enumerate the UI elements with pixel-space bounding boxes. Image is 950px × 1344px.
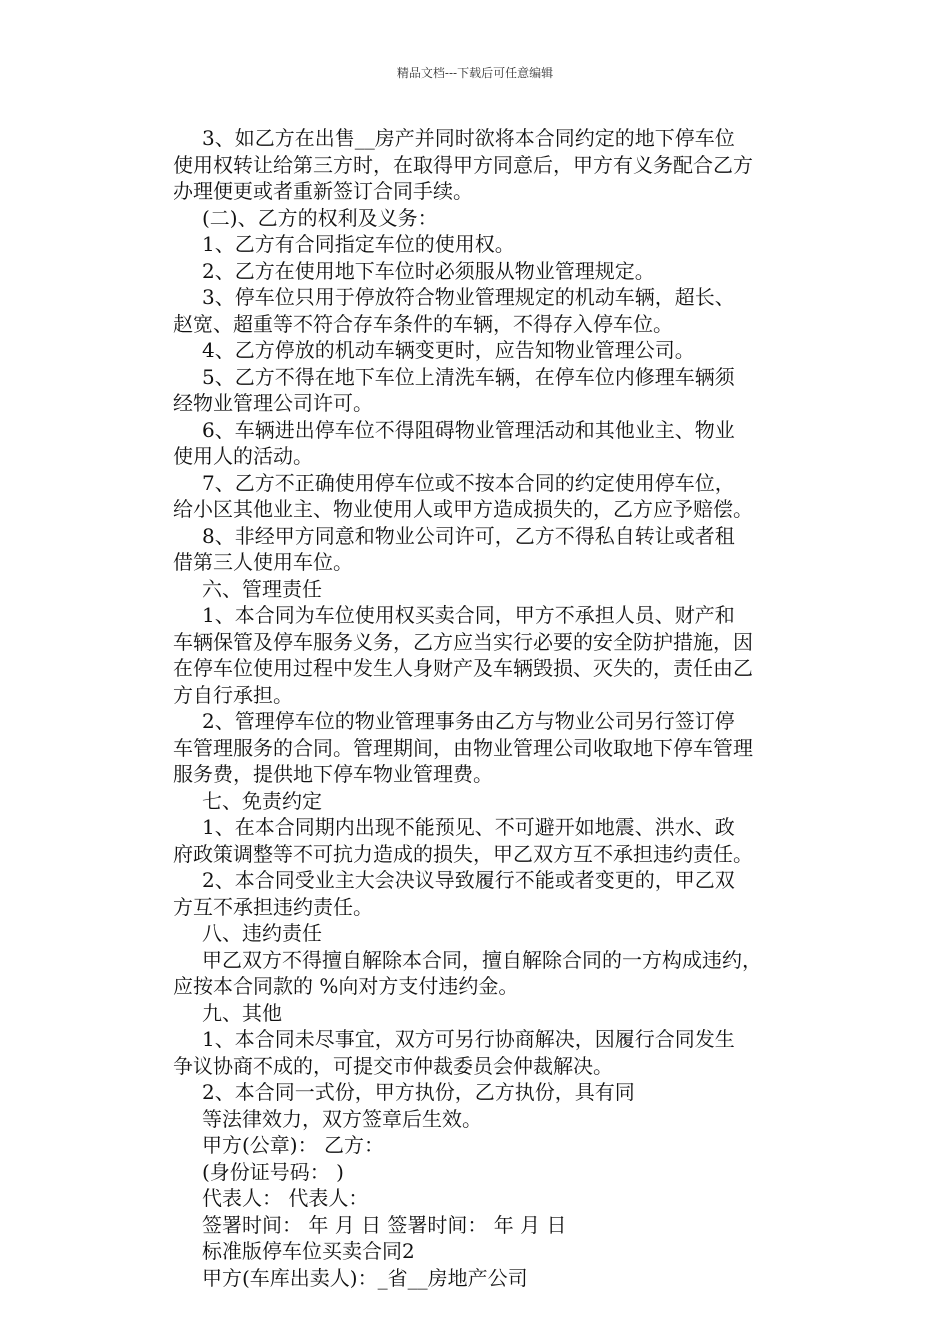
text-line: 等法律效力，双方签章后生效。 [202,1106,482,1131]
text-line: 使用人的活动。 [173,444,313,468]
document-body [173,125,813,1291]
text-line: 赵宽、超重等不符合存车条件的车辆，不得存入停车位。 [173,311,673,336]
text-line: 争议协商不成的，可提交市仲裁委员会仲裁解决。 [173,1053,613,1078]
text-line: 在停车位使用过程中发生人身财产及车辆毁损、灭失的，责任由乙 [173,656,753,680]
text-line: 4、乙方停放的机动车辆变更时，应告知物业管理公司。 [202,338,695,362]
section-heading: 九、其他 [202,1000,282,1025]
text-line: 3、停车位只用于停放符合物业管理规定的机动车辆，超长、 [202,285,735,309]
text-line: 使用权转让给第三方时，在取得甲方同意后，甲方有义务配合乙方 [173,152,753,177]
text-line: 给小区其他业主、物业使用人或甲方造成损失的，乙方应予赔偿。 [173,497,753,521]
section-heading: (二)、乙方的权利及义务： [202,205,438,230]
section-heading: 八、违约责任 [202,921,322,945]
text-line: 7、乙方不正确使用停车位或不按本合同的约定使用停车位， [202,470,735,495]
text-line: 车辆保管及停车服务义务，乙方应当实行必要的安全防护措施，因 [173,629,753,654]
text-line: 服务费，提供地下停车物业管理费。 [173,762,493,786]
text-line: 1、乙方有合同指定车位的使用权。 [202,232,515,256]
text-line: 借第三人使用车位。 [173,550,353,574]
text-line: 6、车辆进出停车位不得阻碍物业管理活动和其他业主、物业 [202,417,735,442]
text-line: 2、本合同一式份，甲方执份，乙方执份，具有同 [202,1080,635,1104]
text-line: 甲乙双方不得擅自解除本合同，擅自解除合同的一方构成违约， [202,947,762,972]
text-line: 应按本合同款的 %向对方支付违约金。 [173,974,519,998]
text-line: 经物业管理公司许可。 [173,391,373,415]
text-line: 府政策调整等不可抗力造成的损失，甲乙双方互不承担违约责任。 [173,841,753,866]
text-line: 办理便更或者重新签订合同手续。 [173,179,473,203]
text-line: 车管理服务的合同。管理期间，由物业管理公司收取地下停车管理 [173,735,753,760]
text-line: 5、乙方不得在地下车位上清洗车辆，在停车位内修理车辆须 [202,364,735,389]
text-line: 2、乙方在使用地下车位时必须服从物业管理规定。 [202,258,655,283]
text-line: 8、非经甲方同意和物业公司许可，乙方不得私自转让或者租 [202,523,735,548]
signature-line: 代表人： 代表人： [202,1186,369,1210]
document-title: 标准版停车位买卖合同2 [202,1239,415,1263]
text-line: 1、本合同为车位使用权买卖合同，甲方不承担人员、财产和 [202,603,735,627]
text-line: 方互不承担违约责任。 [173,894,373,919]
page-header: 精品文档---下载后可任意编辑 [396,66,554,80]
text-line: 2、管理停车位的物业管理事务由乙方与物业公司另行签订停 [202,709,735,733]
text-line: 3、如乙方在出售__房产并同时欲将本合同约定的地下停车位 [202,126,735,150]
text-line: 1、本合同未尽事宜，双方可另行协商解决，因履行合同发生 [202,1027,735,1051]
text-line: 1、在本合同期内出现不能预见、不可避开如地震、洪水、政 [202,815,735,839]
text-line: 方自行承担。 [173,682,293,707]
signature-line: 签署时间： 年 月 日 签署时间： 年 月 日 [202,1212,567,1237]
section-heading: 七、免责约定 [202,788,322,813]
signature-line: 甲方(公章)： 乙方： [202,1133,384,1157]
section-heading: 六、管理责任 [202,576,322,601]
text-line: 甲方(车库出卖人)：_省__房地产公司 [202,1265,528,1290]
signature-line: (身份证号码： ) [202,1159,344,1184]
text-line: 2、本合同受业主大会决议导致履行不能或者变更的，甲乙双 [202,868,735,892]
